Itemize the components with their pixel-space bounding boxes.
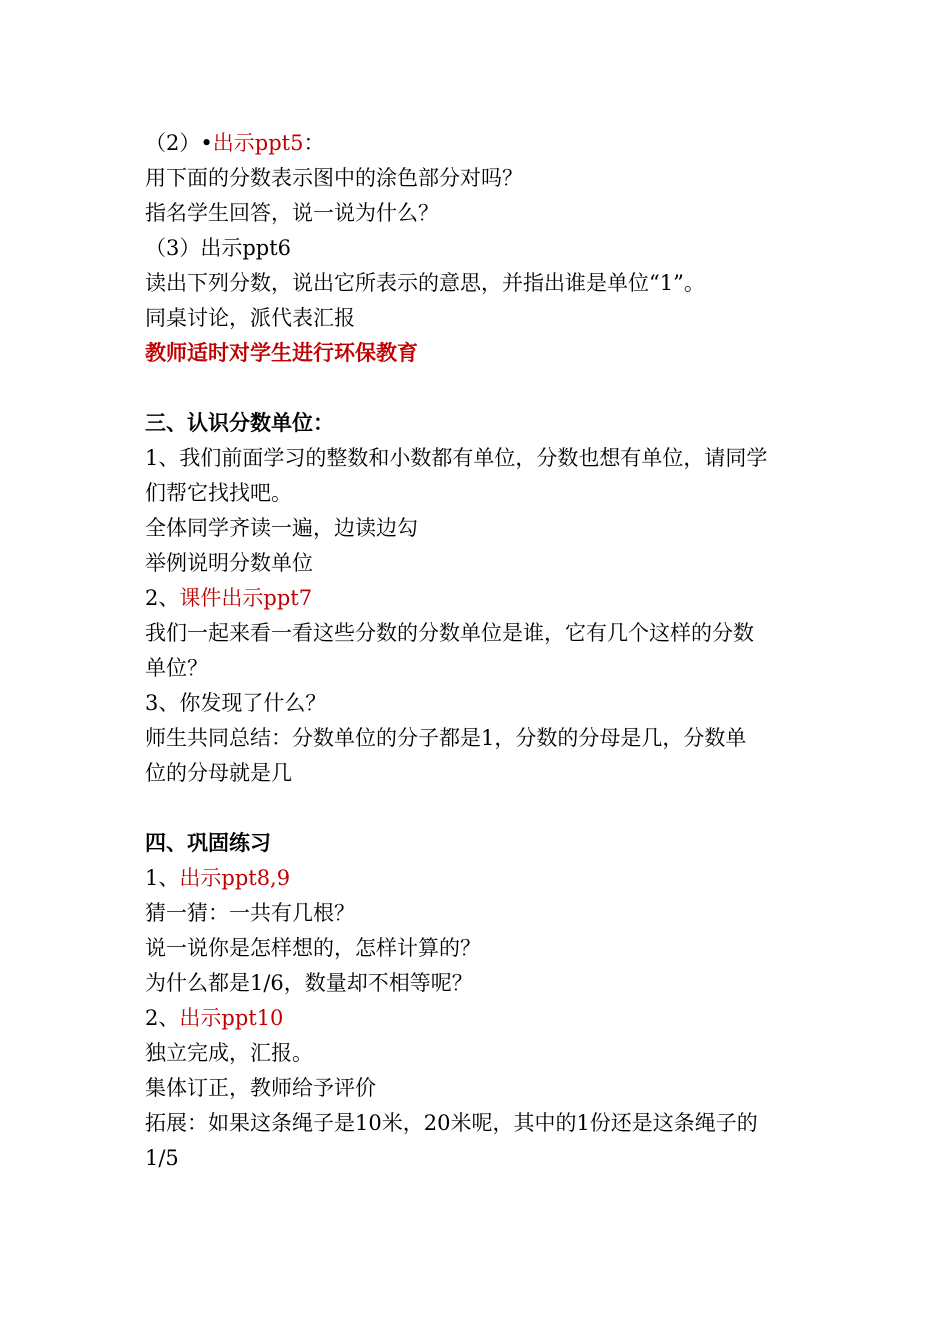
spacer: [145, 791, 815, 826]
step-3-line: （3）出示ppt6: [145, 236, 292, 260]
section-3-item-3: 3、你发现了什么？: [145, 691, 327, 715]
section-4-explain-line: 说一说你是怎样想的，怎样计算的？: [145, 936, 481, 960]
section-4-extend-line-b: 1/5: [145, 1146, 179, 1170]
section-3-look-line-b: 单位？: [145, 656, 208, 680]
section-3-item-1a: 1、我们前面学习的整数和小数都有单位，分数也想有单位，请同学: [145, 446, 768, 470]
section-3-summary-a: 师生共同总结：分数单位的分子都是1，分数的分母是几，分数单: [145, 726, 747, 750]
section-3-look-line-a: 我们一起来看一看这些分数的分数单位是谁，它有几个这样的分数: [145, 621, 754, 645]
section-4-extend-line-a: 拓展：如果这条绳子是10米，20米呢，其中的1份还是这条绳子的: [145, 1111, 758, 1135]
section-3-read-line: 全体同学齐读一遍，边读边勾: [145, 516, 418, 540]
section-3-heading: 三、认识分数单位：: [145, 411, 334, 435]
section-4-item-1: [145, 861, 815, 896]
section-4-item-1-prefix: 1、: [145, 866, 180, 890]
spacer: [145, 371, 815, 406]
section-3-item-1b: 们帮它找找吧。: [145, 481, 292, 505]
step-2-line: [145, 126, 815, 161]
section-3-ppt7-highlight: 课件出示ppt7: [179, 586, 313, 610]
section-4-ppt10-highlight: 出示ppt10: [179, 1006, 284, 1030]
read-fractions-line: 读出下列分数，说出它所表示的意思，并指出谁是单位“1”。: [145, 271, 705, 295]
question-line: 用下面的分数表示图中的涂色部分对吗？: [145, 166, 523, 190]
section-4-guess-line: 猜一猜：一共有几根？: [145, 901, 355, 925]
section-4-why-line: 为什么都是1/6，数量却不相等呢？: [145, 971, 473, 995]
discussion-line: 同桌讨论，派代表汇报: [145, 306, 355, 330]
step-2-colon: ：: [303, 131, 325, 155]
section-4-correct-line: 集体订正，教师给予评价: [145, 1076, 376, 1100]
answer-prompt-line: 指名学生回答，说一说为什么？: [145, 201, 439, 225]
document-page: [145, 126, 815, 1176]
eco-education-highlight: 教师适时对学生进行环保教育: [145, 341, 418, 365]
section-4-ppt89-highlight: 出示ppt8,9: [179, 866, 291, 890]
section-3-summary-b: 位的分母就是几: [145, 761, 292, 785]
section-4-heading: 四、巩固练习: [145, 831, 271, 855]
section-3-item-2-prefix: 2、: [145, 586, 180, 610]
step-2-ppt5-highlight: 出示ppt5: [212, 131, 304, 155]
section-4-independent-line: 独立完成，汇报。: [145, 1041, 313, 1065]
section-4-item-2: [145, 1001, 815, 1036]
section-4-item-2-prefix: 2、: [145, 1006, 180, 1030]
step-2-prefix: （2）•: [145, 131, 213, 155]
section-3-example-line: 举例说明分数单位: [145, 551, 313, 575]
section-3-item-2: [145, 581, 815, 616]
